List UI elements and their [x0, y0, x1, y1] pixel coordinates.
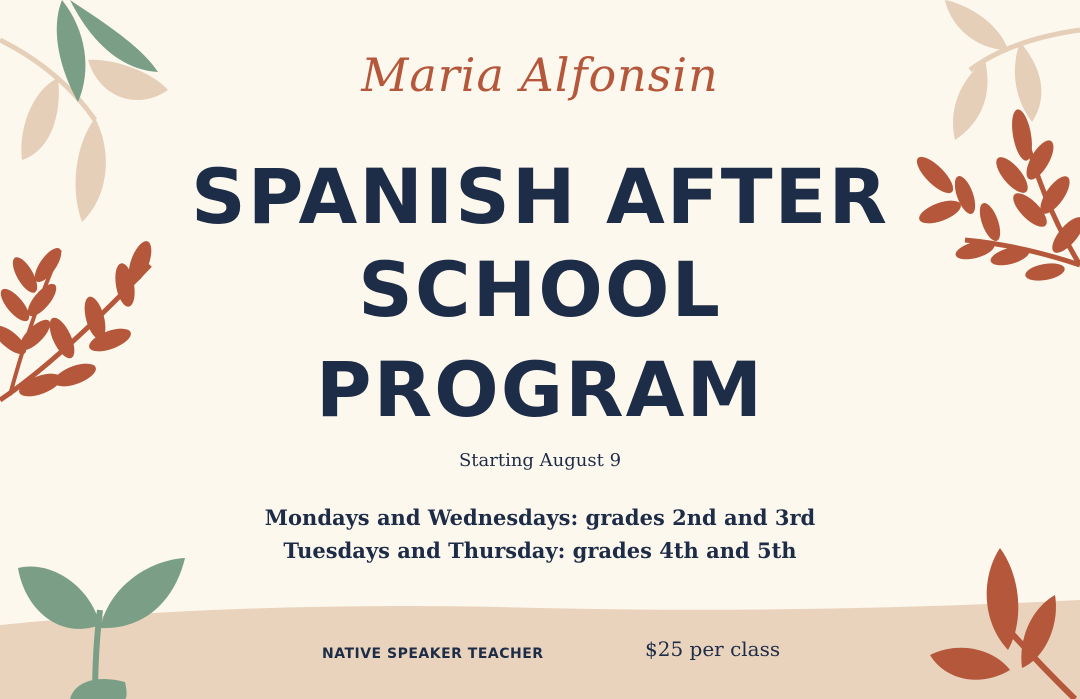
- signature: Maria Alfonsin: [361, 48, 719, 102]
- headline-line-3: PROGRAM: [315, 345, 765, 434]
- price: $25 per class: [645, 637, 781, 661]
- headline-line-2: SCHOOL: [358, 245, 722, 334]
- teacher-note: NATIVE SPEAKER TEACHER: [322, 646, 544, 662]
- schedule-line-1: Mondays and Wednesdays: grades 2nd and 3rd: [264, 505, 816, 530]
- headline-line-1: SPANISH AFTER: [191, 152, 889, 241]
- schedule-line-2: Tuesdays and Thursday: grades 4th and 5th: [283, 538, 797, 563]
- start-date: Starting August 9: [458, 450, 622, 471]
